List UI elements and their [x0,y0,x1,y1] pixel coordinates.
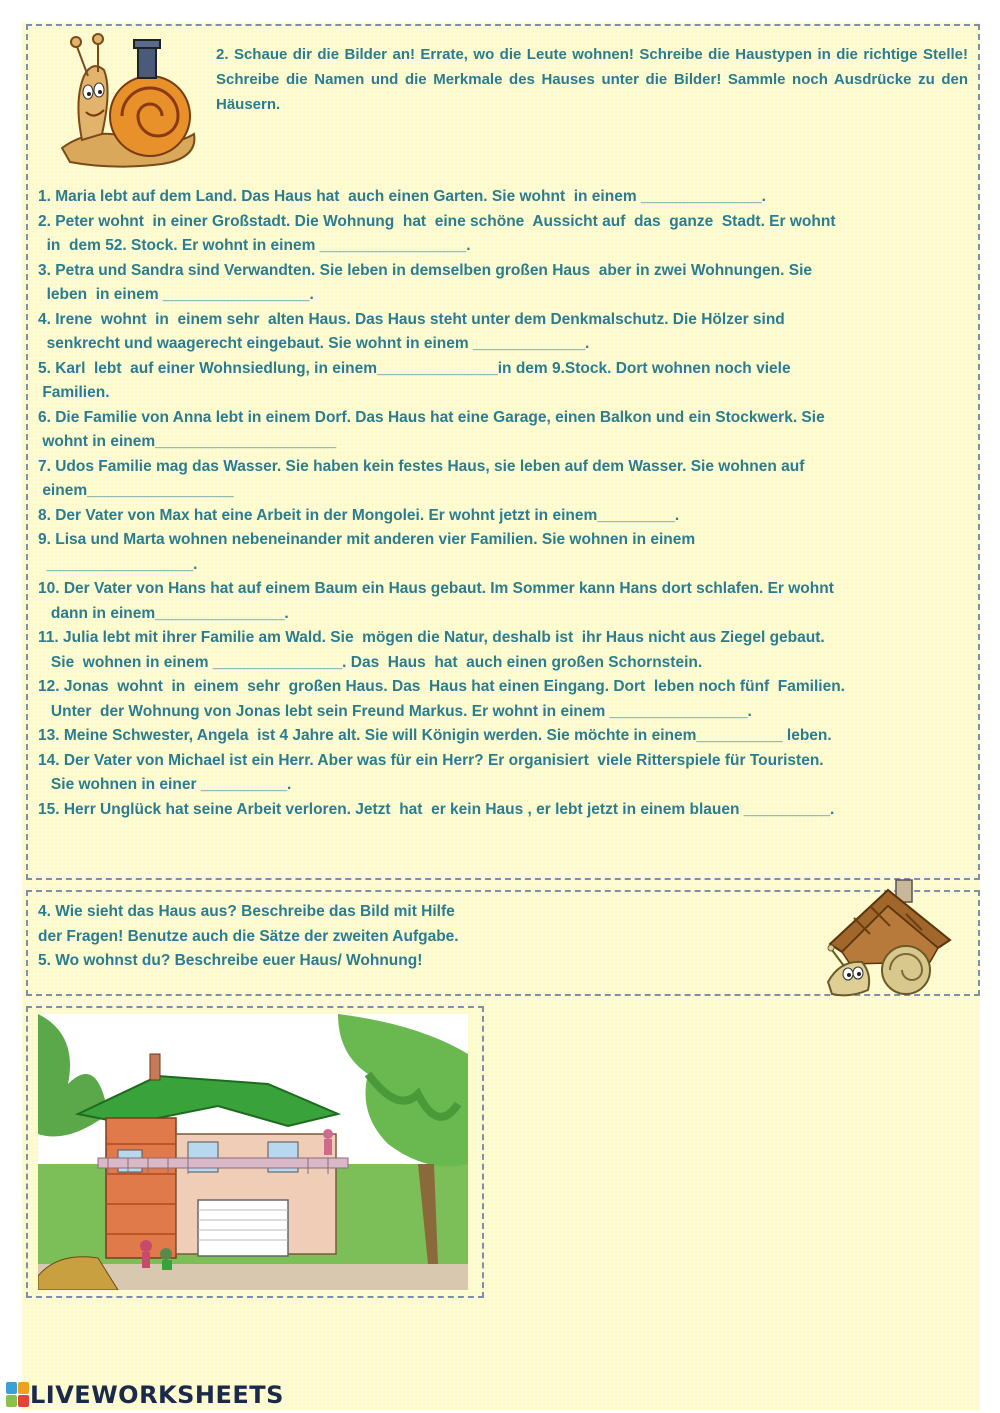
sentence-line: 8. Der Vater von Max hat eine Arbeit in der Mongolei. Er wohnt jetzt in einem_________. [38,506,680,524]
sentence-line: 3. Petra und Sandra sind Verwandten. Sie leben in demselben großen Haus aber in zwei Wohnungen. Sie [38,261,813,279]
liveworksheets-badge-icon [6,1382,30,1408]
sentence-line: 15. Herr Unglück hat seine Arbeit verloren. Jetzt hat er kein Haus , er lebt jetzt in einem blauen __________. [38,800,835,818]
sentence-line: Unter der Wohnung von Jonas lebt sein Freund Markus. Er wohnt in einem ________________. [38,702,752,720]
list-item [38,577,968,626]
list-item [38,259,968,308]
sentence-line: Sie wohnen in einem _______________. Das Haus hat auch einen großen Schornstein. [38,653,703,671]
task-2-instructions: 2. Schaue dir die Bilder an! Errate, wo die Leute wohnen! Schreibe die Haustypen in die richtige Stelle! Schreibe die Namen und die Merkmale des Hauses unter die Bilder! Sammle noch Ausdrücke zu den Häusern. [216,46,968,113]
list-item [38,724,968,749]
list-item [38,900,598,949]
list-item [38,528,968,577]
sentence-line: 14. Der Vater von Michael ist ein Herr. Aber was für ein Herr? Er organisiert viele Ritterspiele für Touristen. [38,751,824,769]
list-item [38,308,968,357]
sentence-line: Familien. [38,384,110,401]
list-item [38,504,968,529]
sentence-line: einem_________________ [38,482,234,499]
snail-chimney-image [52,30,202,170]
sentence-line: 4. Irene wohnt in einem sehr alten Haus. Das Haus steht unter dem Denkmalschutz. Die Hölzer sind [38,310,785,328]
sentence-line: wohnt in einem_____________________ [38,433,337,450]
sentence-line: 6. Die Familie von Anna lebt in einem Dorf. Das Haus hat eine Garage, einen Balkon und ein Stockwerk. Sie [38,408,825,426]
sentence-line: senkrecht und waagerecht eingebaut. Sie wohnt in einem _____________. [38,335,590,352]
list-item [38,675,968,724]
sentence-line: 13. Meine Schwester, Angela ist 4 Jahre alt. Sie will Königin werden. Sie möchte in einem__________ leben. [38,727,832,744]
list-item [38,185,968,210]
sentence-line: in dem 52. Stock. Er wohnt in einem _________________. [38,237,471,254]
sentence-line: 11. Julia lebt mit ihrer Familie am Wald. Sie mögen die Natur, deshalb ist ihr Haus nicht aus Ziegel gebaut. [38,629,825,646]
sentence-line: 12. Jonas wohnt in einem sehr großen Haus. Das Haus hat einen Eingang. Dort leben noch fünf Familien. [38,678,845,695]
sentence-line: 5. Karl lebt auf einer Wohnsiedlung, in einem______________in dem 9.Stock. Dort wohnen noch viele [38,359,791,377]
task-2-sentence-list [38,185,968,822]
sentence-line: dann in einem_______________. [38,604,289,622]
liveworksheets-wordmark: LIVEWORKSHEETS [30,1381,284,1409]
list-item [38,798,968,823]
sentence-line: 7. Udos Familie mag das Wasser. Sie haben kein festes Haus, sie leben auf dem Wasser. Sie wohnen auf [38,457,805,475]
sentence-line: 10. Der Vater von Hans hat auf einem Baum ein Haus gebaut. Im Sommer kann Hans dort schlafen. Er wohnt [38,580,834,597]
sentence-line: 5. Wo wohnst du? Beschreibe euer Haus/ Wohnung! [38,952,423,969]
list-item [38,749,968,798]
list-item [38,949,598,974]
list-item [38,357,968,406]
task-4-5-list [38,900,598,974]
list-item [38,210,968,259]
liveworksheets-logo [6,1380,284,1410]
house-picture [38,1014,468,1290]
list-item [38,455,968,504]
sentence-line: Sie wohnen in einer __________. [38,776,292,793]
sentence-line: 1. Maria lebt auf dem Land. Das Haus hat auch einen Garten. Sie wohnt in einem ______________. [38,188,766,205]
sentence-line: der Fragen! Benutze auch die Sätze der zweiten Aufgabe. [38,927,459,945]
sentence-line: leben in einem _________________. [38,286,314,303]
sentence-line: 9. Lisa und Marta wohnen nebeneinander mit anderen vier Familien. Sie wohnen in einem [38,531,696,548]
sentence-line: 4. Wie sieht das Haus aus? Beschreibe das Bild mit Hilfe [38,903,455,920]
sentence-line: _________________. [38,555,198,573]
sentence-line: 2. Peter wohnt in einer Großstadt. Die Wohnung hat eine schöne Aussicht auf das ganze Stadt. Er wohnt [38,212,836,230]
list-item [38,406,968,455]
snail-roof-image [810,878,960,1000]
list-item [38,626,968,675]
